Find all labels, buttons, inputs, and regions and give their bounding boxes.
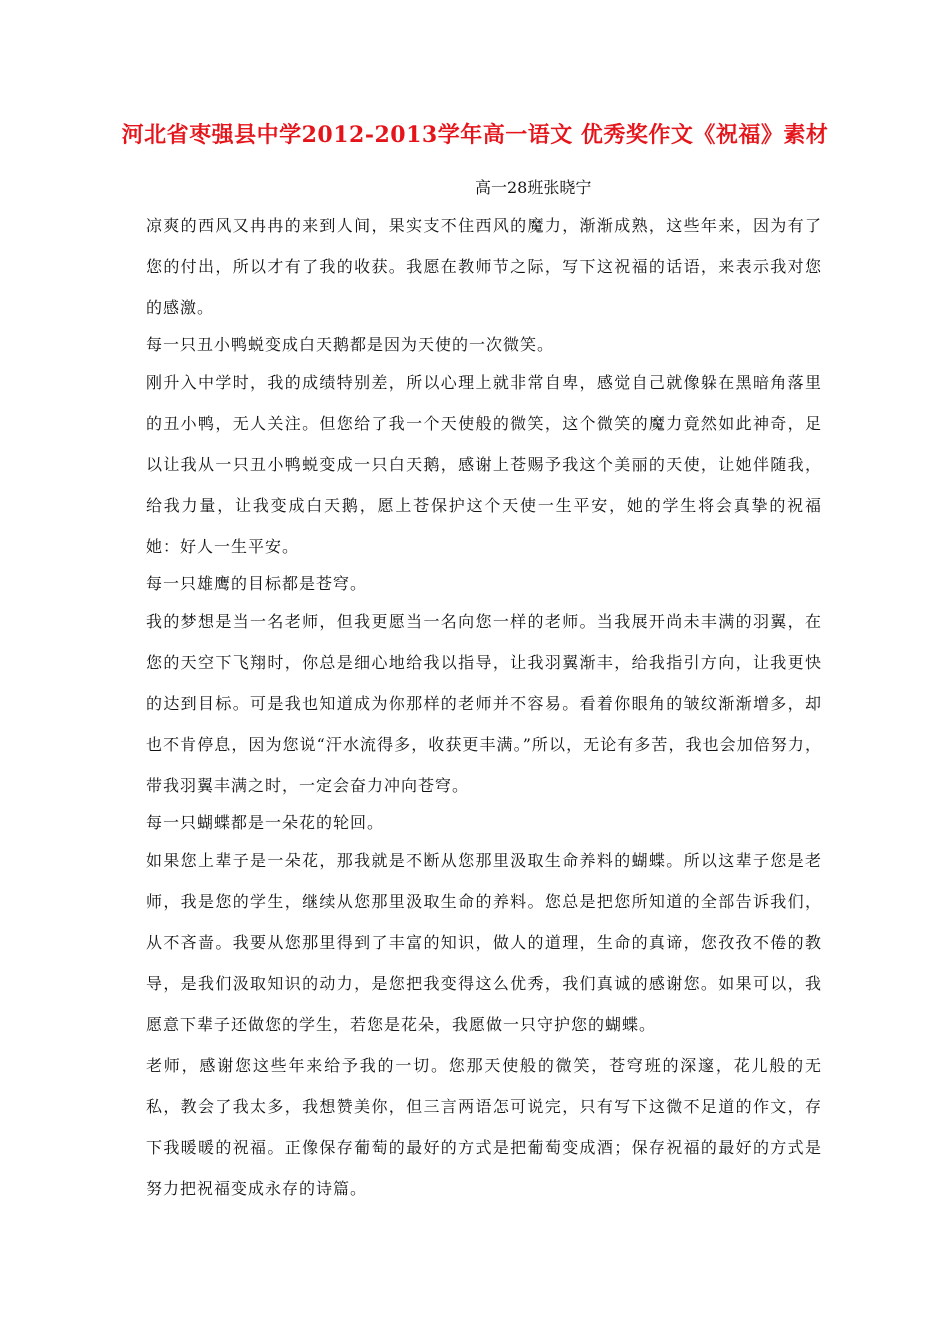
paragraph-swan: 刚升入中学时，我的成绩特别差，所以心理上就非常自卑，感觉自己就像躲在黑暗角落里的丑小鸭，无人关注。但您给了我一个天使般的微笑，这个微笑的魔力竟然如此神奇，足以让我从一只丑小鸭蜕变成一只白天鹅，感谢上苍赐予我这个美丽的天使，让她伴随我，给我力量，让我变成白天鹅，愿上苍保护这个天使一生平安，她的学生将会真挚的祝福她：好人一生平安。 bbox=[146, 373, 822, 556]
document-title: 河北省枣强县中学2012-2013学年高一语文 优秀奖作文《祝福》素材 bbox=[121, 122, 829, 148]
paragraph-intro: 凉爽的西风又冉冉的来到人间，果实支不住西风的魔力，渐渐成熟，这些年来，因为有了您的付出，所以才有了我的收获。我愿在教师节之际，写下这祝福的话语，来表示我对您的感激。 bbox=[146, 216, 822, 317]
paragraph-closing: 老师，感谢您这些年来给予我的一切。您那天使般的微笑，苍穹班的深邃，花儿般的无私，教会了我太多，我想赞美你，但三言两语怎可说完，只有写下这微不足道的作文，存下我暖暖的祝福。正像保存葡萄的最好的方式是把葡萄变成酒；保存祝福的最好的方式是努力把祝福变成永存的诗篇。 bbox=[146, 1056, 822, 1198]
paragraph-eagle: 我的梦想是当一名老师，但我更愿当一名向您一样的老师。当我展开尚未丰满的羽翼，在您的天空下飞翔时，你总是细心地给我以指导，让我羽翼渐丰，给我指引方向，让我更快的达到目标。可是我也知道成为你那样的老师并不容易。看着你眼角的皱纹渐渐增多，却也不肯停息，因为您说“汗水流得多，收获更丰满。”所以，无论有多苦，我也会加倍努力，带我羽翼丰满之时，一定会奋力冲向苍穹。 bbox=[146, 612, 822, 795]
paragraph-heading-swan: 每一只丑小鸭蜕变成白天鹅都是因为天使的一次微笑。 bbox=[146, 335, 555, 354]
paragraph-butterfly: 如果您上辈子是一朵花，那我就是不断从您那里汲取生命养料的蝴蝶。所以这辈子您是老师，我是您的学生，继续从您那里汲取生命的养料。您总是把您所知道的全部告诉我们，从不吝啬。我要从您那里得到了丰富的知识，做人的道理，生命的真谛，您孜孜不倦的教导，是我们汲取知识的动力，是您把我变得这么优秀，我们真诚的感谢您。如果可以，我愿意下辈子还做您的学生，若您是花朵，我愿做一只守护您的蝴蝶。 bbox=[146, 851, 822, 1034]
essay-body bbox=[146, 205, 822, 1209]
paragraph-heading-eagle: 每一只雄鹰的目标都是苍穹。 bbox=[146, 574, 368, 593]
paragraph-heading-butterfly: 每一只蝴蝶都是一朵花的轮回。 bbox=[146, 813, 385, 832]
author-byline: 高一28班张晓宁 bbox=[475, 178, 592, 197]
